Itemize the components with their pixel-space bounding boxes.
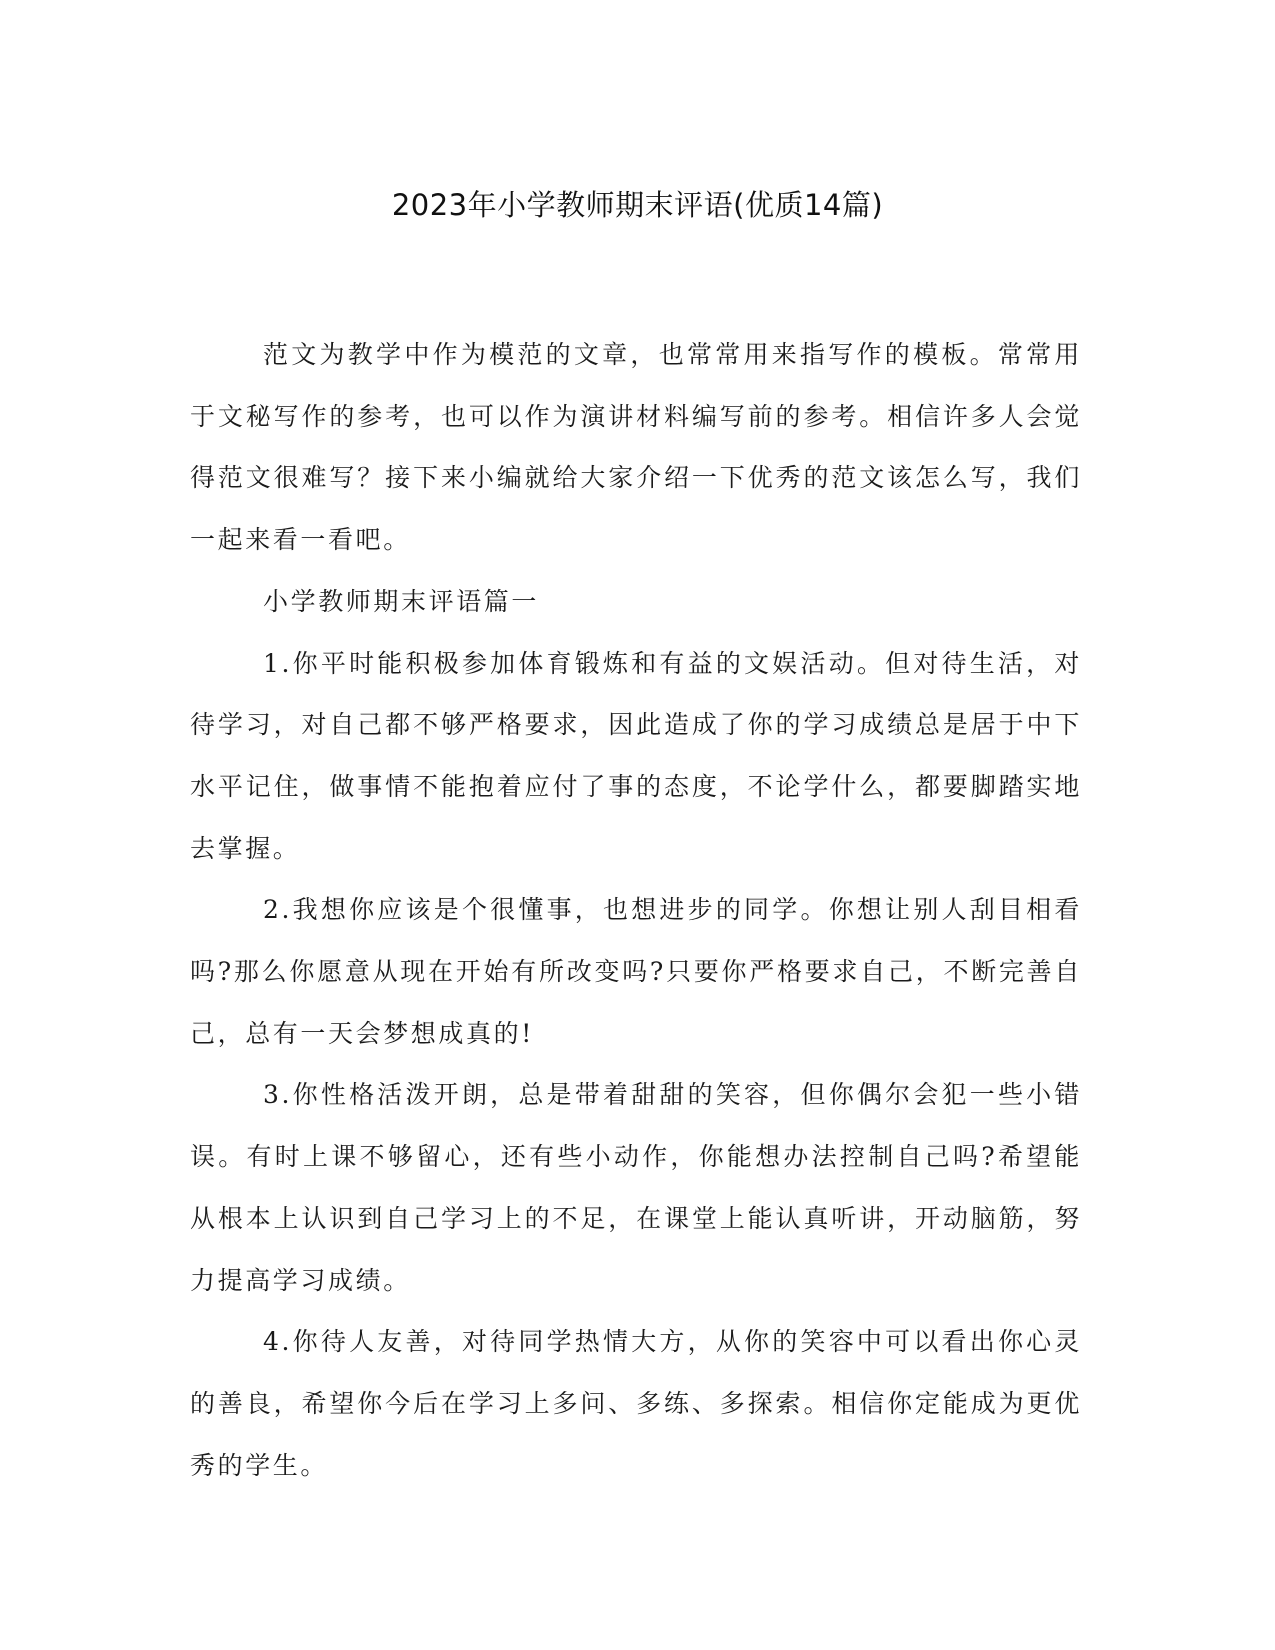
section-heading: 小学教师期末评语篇一 — [263, 586, 540, 616]
document-body — [190, 324, 1082, 1496]
comment-paragraph-2: 2.我想你应该是个很懂事，也想进步的同学。你想让别人刮目相看吗?那么你愿意从现在开始有所改变吗?只要你严格要求自己，不断完善自己，总有一天会梦想成真的! — [190, 895, 1082, 1048]
intro-paragraph: 范文为教学中作为模范的文章，也常常用来指写作的模板。常常用于文秘写作的参考，也可以作为演讲材料编写前的参考。相信许多人会觉得范文很难写？接下来小编就给大家介绍一下优秀的范文该怎么写，我们一起来看一看吧。 — [190, 340, 1082, 555]
document-title: 2023年小学教师期末评语(优质14篇) — [391, 188, 884, 222]
comment-paragraph-1: 1.你平时能积极参加体育锻炼和有益的文娱活动。但对待生活，对待学习，对自己都不够严格要求，因此造成了你的学习成绩总是居于中下水平记住，做事情不能抱着应付了事的态度，不论学什么，都要脚踏实地去掌握。 — [190, 648, 1082, 863]
comment-paragraph-4: 4.你待人友善，对待同学热情大方，从你的笑容中可以看出你心灵的善良，希望你今后在学习上多问、多练、多探索。相信你定能成为更优秀的学生。 — [190, 1327, 1082, 1480]
comment-paragraph-3: 3.你性格活泼开朗，总是带着甜甜的笑容，但你偶尔会犯一些小错误。有时上课不够留心，还有些小动作，你能想办法控制自己吗?希望能从根本上认识到自己学习上的不足，在课堂上能认真听讲，开动脑筋，努力提高学习成绩。 — [190, 1080, 1082, 1295]
